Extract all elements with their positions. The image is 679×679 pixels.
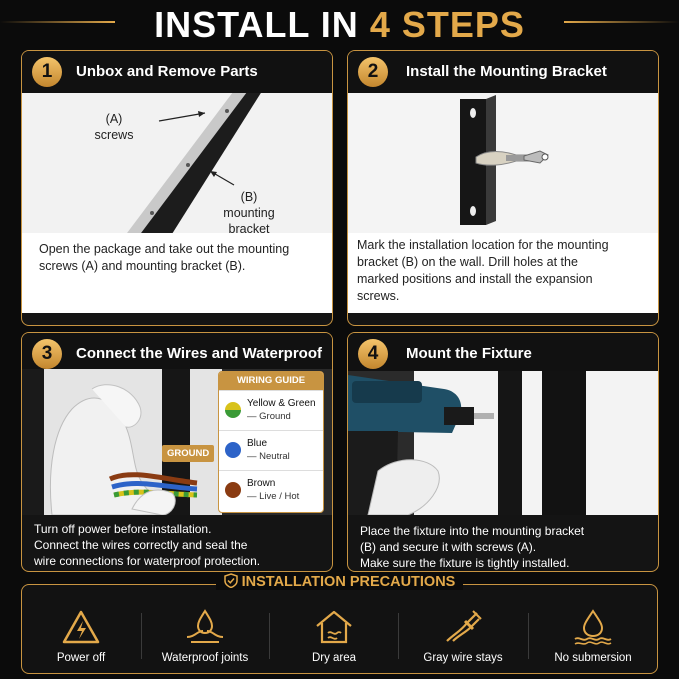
- wiring-role: — Neutral: [247, 451, 290, 462]
- divider: [398, 613, 399, 659]
- step-4-card: [347, 332, 659, 572]
- dry-house-icon: [314, 609, 354, 645]
- wiring-row-live: [219, 470, 323, 510]
- step-3-card: [21, 332, 333, 572]
- step-3-line-3: wire connections for waterproof protection.: [34, 554, 261, 568]
- step-2-title: Install the Mounting Bracket: [406, 63, 607, 80]
- precaution-gray-wire: [408, 609, 518, 664]
- step-3-line-1: Turn off power before installation.: [34, 522, 212, 536]
- yellow-green-wire-icon: [225, 402, 241, 418]
- page-title: [0, 4, 679, 46]
- step-4-line-1: Place the fixture into the mounting bracket: [360, 524, 585, 538]
- label-b-letter: (B): [240, 190, 258, 204]
- drill-photo: [348, 371, 658, 515]
- wiring-name: Brown: [247, 478, 276, 489]
- blue-wire-icon: [225, 442, 241, 458]
- step-2-number: 2: [358, 57, 388, 87]
- precaution-dry-area: [279, 609, 389, 664]
- step-1-number: 1: [32, 57, 62, 87]
- precautions-title-wrap: [216, 574, 464, 590]
- precautions-header: [22, 573, 657, 591]
- step-1-title: Unbox and Remove Parts: [76, 63, 258, 80]
- precaution-label: No submersion: [554, 652, 632, 664]
- step-3-photo: [22, 369, 332, 515]
- label-b-text: mounting: [223, 206, 275, 220]
- step-4-title: Mount the Fixture: [406, 345, 532, 362]
- precaution-power-off: [26, 609, 136, 664]
- wiring-row-neutral: [219, 430, 323, 470]
- shield-check-icon: [224, 573, 238, 588]
- precautions-title: INSTALLATION PRECAUTIONS: [241, 574, 456, 590]
- precaution-no-submersion: [538, 609, 648, 664]
- divider: [269, 613, 270, 659]
- step-1-card: [21, 50, 333, 326]
- wire-icon: [443, 609, 483, 645]
- step-3-line-2: Connect the wires correctly and seal the: [34, 538, 248, 552]
- step-3-title: Connect the Wires and Waterproof: [76, 345, 322, 362]
- wiring-guide: [218, 371, 324, 513]
- label-a-letter: (A): [105, 112, 123, 126]
- divider: [528, 613, 529, 659]
- step-4-number: 4: [358, 339, 388, 369]
- step-3-number: 3: [32, 339, 62, 369]
- wiring-row-ground: [219, 390, 323, 430]
- bracket-photo: [22, 93, 332, 233]
- wiring-guide-title: WIRING GUIDE: [219, 372, 323, 390]
- step-1-header: [22, 51, 332, 93]
- water-drop-icon: [573, 609, 613, 645]
- wiring-role: — Live / Hot: [247, 491, 300, 502]
- precaution-label: Waterproof joints: [161, 652, 249, 664]
- title-accent: 4 STEPS: [369, 4, 525, 45]
- precaution-label: Dry area: [311, 652, 357, 664]
- step-3-description: [22, 517, 332, 572]
- step-2-header: [348, 51, 658, 93]
- step-4-header: [348, 333, 658, 375]
- step-4-description: [348, 519, 658, 572]
- precaution-waterproof: [150, 609, 260, 664]
- label-b-text-2: bracket: [228, 222, 270, 233]
- power-warning-icon: [61, 609, 101, 645]
- precaution-label: Power off: [56, 652, 106, 664]
- precautions-panel: [21, 574, 658, 674]
- divider: [141, 613, 142, 659]
- waterproof-joint-icon: [185, 609, 225, 645]
- precaution-label: Gray wire stays: [423, 652, 503, 664]
- step-4-line-3: Make sure the fixture is tightly installed.: [360, 556, 570, 570]
- title-main: INSTALL IN: [154, 4, 359, 45]
- wiring-name: Yellow & Green: [247, 398, 316, 409]
- step-4-line-2: (B) and secure it with screws (A).: [360, 540, 537, 554]
- step-2-card: [347, 50, 659, 326]
- step-1-description: Open the package and take out the mounting screws (A) and mounting bracket (B).: [22, 233, 332, 313]
- step-4-photo: [348, 371, 658, 515]
- wiring-name: Blue: [247, 438, 268, 449]
- step-1-photo: [22, 93, 332, 233]
- label-a-text: screws: [94, 128, 134, 142]
- ground-tag: GROUND: [162, 445, 214, 462]
- label-a: [94, 111, 134, 143]
- step-2-description: Mark the installation location for the mounting bracket (B) on the wall. Drill holes at the marked positions and install the expansion screws.: [348, 233, 658, 313]
- brown-wire-icon: [225, 482, 241, 498]
- step-2-photo: [348, 93, 658, 233]
- wall-bracket-photo: [348, 93, 658, 233]
- label-b: [214, 189, 284, 233]
- wiring-role: — Ground: [247, 411, 291, 422]
